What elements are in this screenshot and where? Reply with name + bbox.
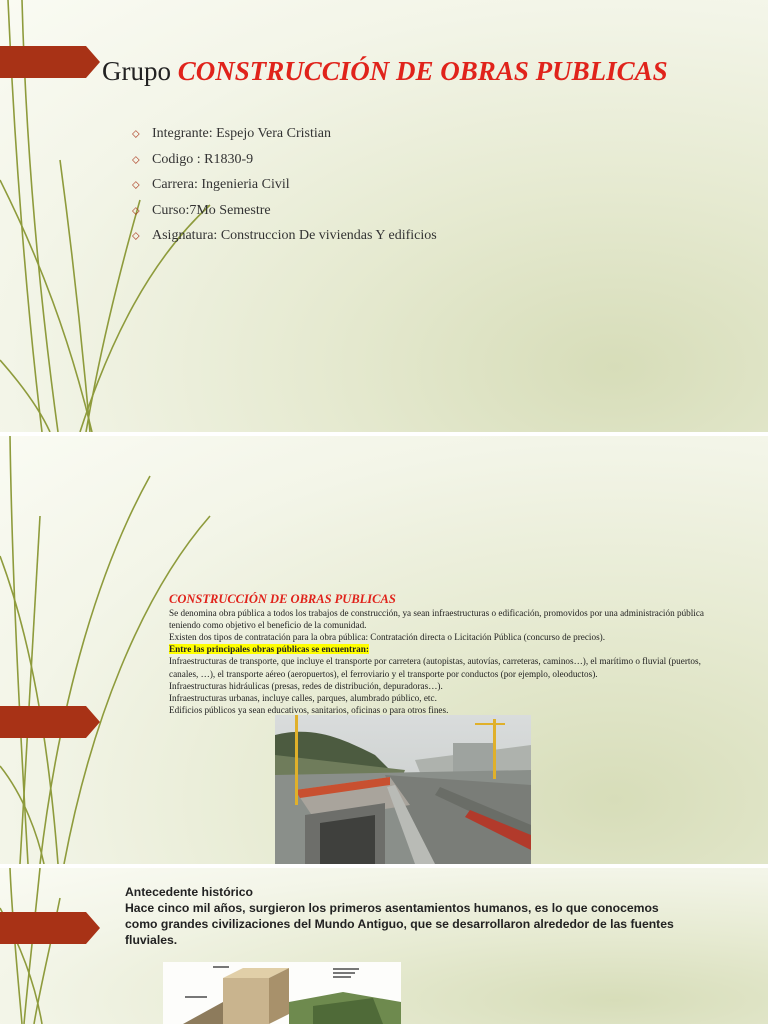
section-heading: Antecedente histórico <box>125 885 253 899</box>
list-item-text: Curso:7Mo Semestre <box>152 202 271 218</box>
section-body: Hace cinco mil años, surgieron los primeros asentamientos humanos, es lo que conocemos como grandes civilizaciones del Mundo Antiguo, que se desarrollaron alrededor de las fuentes fluviales. <box>125 901 674 947</box>
list-item <box>132 177 437 203</box>
paragraph: Infraestructuras de transporte, que incluye el transporte por carretera (autopistas, autovías, carreteras, caminos…), el marítimo o fluvial (puertos, canales, …), el transporte aéreo (aeropuertos), el ferroviario y el transporte por conductos (por ejemplo, oleoductos). <box>169 656 701 679</box>
slide-3 <box>0 868 768 1024</box>
bullet-icon: ⬦ <box>132 179 140 191</box>
paragraph: Infraestructuras urbanas, incluye calles, parques, alumbrado público, etc. <box>169 692 437 703</box>
list-item <box>132 203 437 229</box>
slide-2-text <box>169 593 729 716</box>
list-item-text: Carrera: Ingenieria Civil <box>152 177 290 192</box>
title-prefix: Grupo <box>102 56 171 86</box>
aqueduct-diagram <box>163 962 401 1024</box>
bullet-icon: ⬦ <box>132 153 140 166</box>
info-list <box>132 126 437 254</box>
paragraph: Existen dos tipos de contratación para la obra pública: Contratación directa o Licitación Pública (concurso de precios). <box>169 632 605 643</box>
paragraph: Edificios públicos ya sean educativos, sanitarios, oficinas o para otros fines. <box>169 704 449 715</box>
list-item-text: Integrante: Espejo Vera Cristian <box>152 126 331 141</box>
slide-marker-arrow <box>0 46 100 78</box>
bullet-icon: ⬦ <box>132 128 140 140</box>
slide-title <box>102 56 668 87</box>
title-accent: CONSTRUCCIÓN DE OBRAS PUBLICAS <box>177 56 668 86</box>
slide-2 <box>0 436 768 864</box>
slide-marker-arrow <box>0 706 100 738</box>
list-item <box>132 126 437 152</box>
paragraph: Infraestructuras hidráulicas (presas, redes de distribución, depuradoras…). <box>169 680 443 691</box>
list-item <box>132 228 437 254</box>
list-item <box>132 152 437 178</box>
paragraph: Se denomina obra pública a todos los trabajos de construcción, ya sean infraestructuras o edificación, promovidos por una administración pública teniendo como objetivo el beneficio de la comunidad. <box>169 608 705 631</box>
slide-3-text <box>125 884 685 948</box>
highlighted-text: Entre las principales obras públicas se encuentran: <box>169 644 369 655</box>
construction-photo <box>275 715 531 864</box>
bullet-icon: ⬦ <box>132 204 140 217</box>
list-item-text: Codigo : R1830-9 <box>152 151 254 167</box>
list-item-text: Asignatura: Construccion De viviendas Y edificios <box>152 228 437 243</box>
slide-marker-arrow <box>0 912 100 944</box>
slide-1 <box>0 0 768 432</box>
slide-2-title: CONSTRUCCIÓN DE OBRAS PUBLICAS <box>169 592 396 606</box>
bullet-icon: ⬦ <box>132 230 140 242</box>
